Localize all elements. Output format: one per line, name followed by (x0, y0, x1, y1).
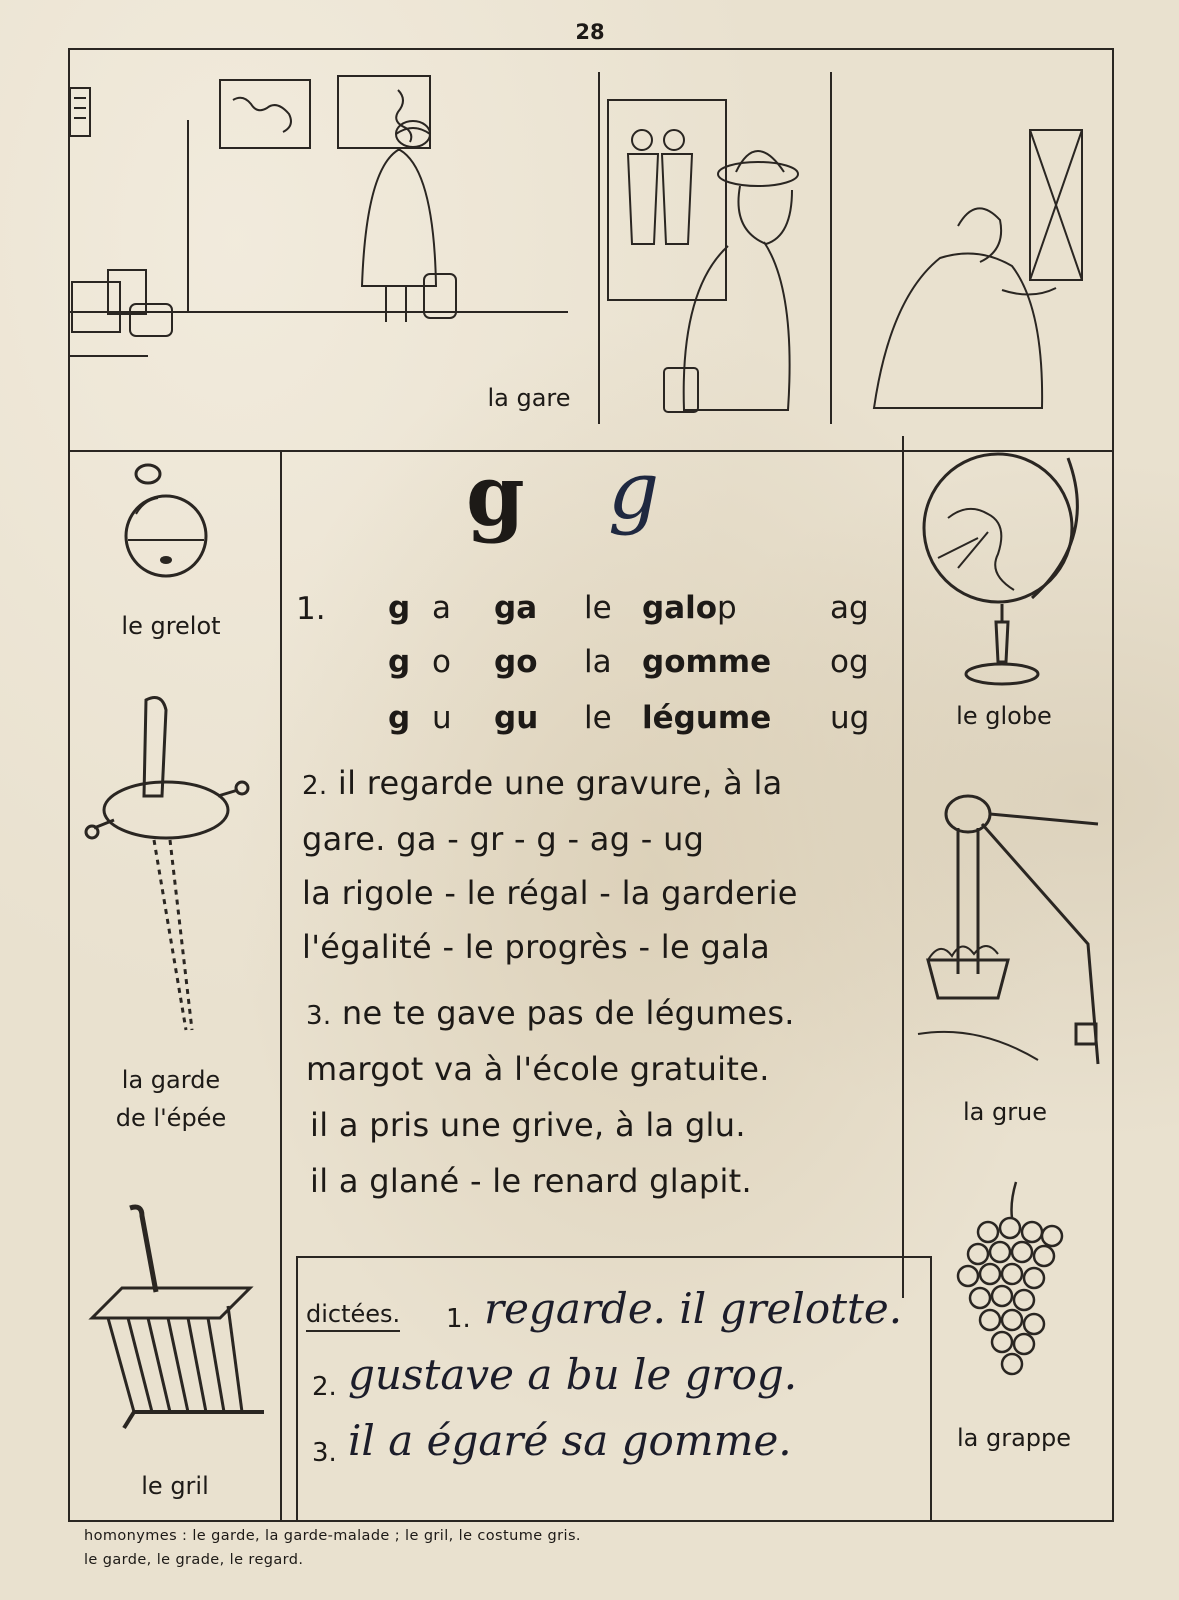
exercise3-line1: ne te gave pas de légumes. (341, 994, 795, 1032)
ex1-row1-syllable: ga (494, 590, 538, 626)
ex1-row3-article: le (584, 700, 612, 736)
grappe-caption: la grappe (956, 1424, 1072, 1452)
ex1-row2-word: gomme (642, 644, 772, 680)
ex1-row1-consonant: g (388, 590, 411, 626)
exercise2-line3: la rigole - le régal - la garderie (302, 874, 798, 912)
exercise2-number: 2. (302, 771, 328, 801)
ex1-row2-consonant: g (388, 644, 411, 680)
exercise2-line2: gare. ga - gr - g - ag - ug (302, 820, 705, 858)
ex1-row3-reverse: ug (830, 700, 870, 736)
ex1-row1-vowel: a (432, 590, 451, 626)
ex1-row3-syllable: gu (494, 700, 539, 736)
exercise3-number: 3. (306, 1001, 332, 1031)
exercise3-line2: margot va à l'école gratuite. (306, 1050, 770, 1088)
ex1-row1-word-rest: p (717, 590, 737, 626)
dictee2-text: gustave a bu le grog. (348, 1350, 798, 1399)
dictee1-number: 1. (446, 1304, 471, 1334)
ex1-row3-vowel: u (432, 700, 452, 736)
grue-caption: la grue (962, 1098, 1048, 1126)
dictee1-text: regarde. il grelotte. (484, 1284, 903, 1333)
exercise2-line4: l'égalité - le progrès - le gala (302, 928, 771, 966)
bell-icon (120, 462, 220, 582)
left-column-divider (280, 450, 282, 1522)
garde-caption-line1: la garde (121, 1066, 221, 1094)
ex1-row2-reverse: og (830, 644, 869, 680)
ex1-row1-word: galo (642, 590, 718, 626)
globe-icon (918, 448, 1088, 698)
dictee-left-border (296, 1258, 298, 1522)
ex1-row2-syllable: go (494, 644, 538, 680)
dictee2-number: 2. (312, 1372, 337, 1402)
exercise3-line3: il a pris une grive, à la glu. (310, 1106, 746, 1144)
exercise1-number: 1. (296, 591, 326, 627)
exercise3-line4: il a glané - le renard glapit. (310, 1162, 752, 1200)
dictees-label: dictées. (306, 1300, 400, 1332)
ex1-row3-word: légume (642, 700, 772, 736)
sword-guard-icon (86, 690, 256, 1070)
ex1-row1-article: le (584, 590, 612, 626)
grill-icon (84, 1206, 274, 1446)
ex1-row3-consonant: g (388, 700, 411, 736)
footnote-line2: le garde, le grade, le regard. (84, 1552, 304, 1568)
dictee3-text: il a égaré sa gomme. (348, 1416, 792, 1465)
globe-caption: le globe (956, 702, 1052, 730)
ex1-row2-article: la (584, 644, 612, 680)
footnote-line1: homonymes : le garde, la garde-malade ; le gril, le costume gris. (84, 1528, 581, 1544)
right-column-divider-lower (930, 1258, 932, 1522)
right-column-divider (902, 436, 904, 1298)
grelot-caption: le grelot (121, 612, 221, 640)
grapes-icon (948, 1178, 1078, 1398)
banner-caption: la gare (487, 384, 571, 412)
cursive-letter-g: g (608, 444, 660, 537)
exercise2-line1: il regarde une gravure, à la (337, 764, 783, 802)
dictee3-number: 3. (312, 1438, 337, 1468)
dictee-divider (296, 1256, 932, 1258)
ex1-row2-vowel: o (432, 644, 451, 680)
garde-caption-line2: de l'épée (115, 1104, 227, 1132)
print-letter-g: g (466, 446, 525, 545)
page-number: 28 (575, 20, 605, 44)
station-illustration (68, 50, 1114, 450)
gril-caption: le gril (141, 1472, 209, 1500)
crane-icon (918, 784, 1118, 1074)
ex1-row1-reverse: ag (830, 590, 869, 626)
